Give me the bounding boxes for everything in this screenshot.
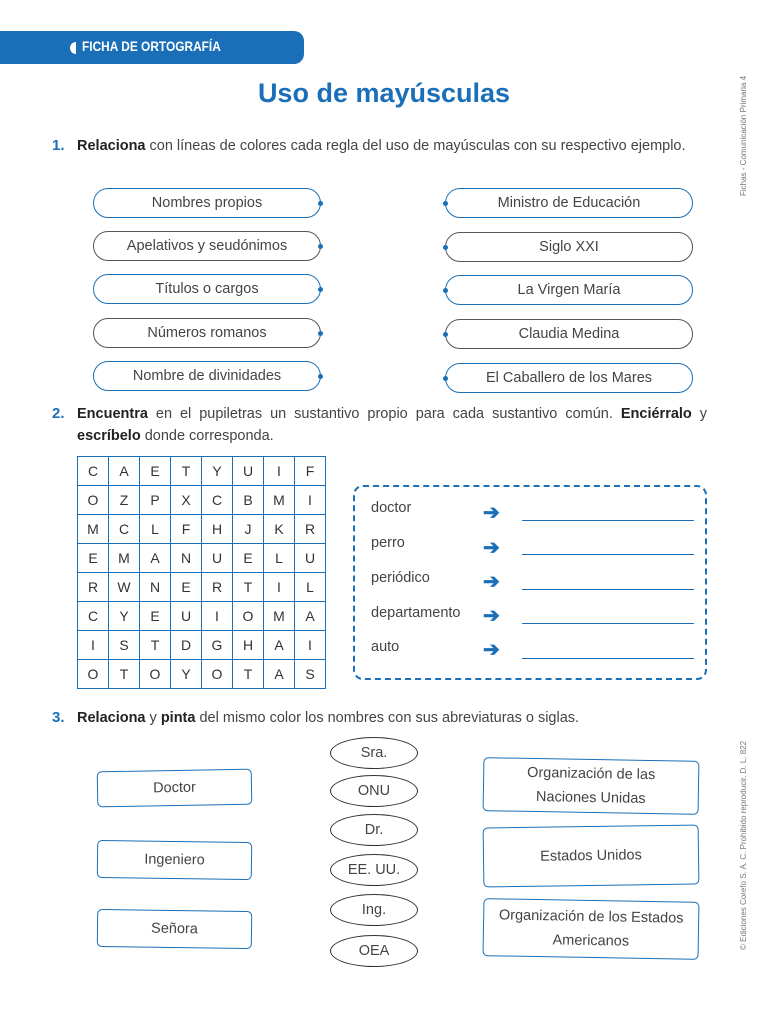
- grid-cell[interactable]: T: [109, 660, 140, 689]
- connector-dot-icon: [318, 287, 323, 292]
- grid-cell[interactable]: T: [171, 457, 202, 486]
- example-pill[interactable]: Siglo XXI: [445, 232, 693, 262]
- grid-cell[interactable]: Y: [171, 660, 202, 689]
- meaning-card[interactable]: Organización de las Naciones Unidas: [483, 757, 700, 815]
- exercise-3-number: 3.: [52, 709, 65, 726]
- exercise-2-text-1: en el pupiletras un sustantivo propio para cada sustantivo común.: [147, 406, 621, 422]
- grid-cell[interactable]: W: [109, 573, 140, 602]
- answer-line[interactable]: [522, 554, 694, 555]
- connector-dot-icon: [443, 332, 448, 337]
- abbreviation-oval[interactable]: EE. UU.: [330, 854, 418, 886]
- rule-pill[interactable]: Apelativos y seudónimos: [93, 231, 321, 261]
- example-pill[interactable]: El Caballero de los Mares: [445, 363, 693, 393]
- grid-cell[interactable]: O: [202, 660, 233, 689]
- grid-cell[interactable]: I: [202, 602, 233, 631]
- answer-line[interactable]: [522, 658, 694, 659]
- arrow-right-icon: ➔: [483, 605, 500, 627]
- answer-line[interactable]: [522, 520, 694, 521]
- name-card[interactable]: Ingeniero: [97, 840, 253, 880]
- exercise-2-instruction: [77, 403, 707, 447]
- grid-cell[interactable]: L: [264, 544, 295, 573]
- grid-cell[interactable]: O: [78, 660, 109, 689]
- connector-dot-icon: [318, 244, 323, 249]
- grid-cell[interactable]: M: [264, 486, 295, 515]
- meaning-card[interactable]: Organización de los Estados Americanos: [483, 898, 700, 960]
- exercise-3-text-2: del mismo color los nombres con sus abreviaturas o siglas.: [195, 710, 580, 726]
- grid-cell[interactable]: N: [140, 573, 171, 602]
- grid-cell[interactable]: A: [295, 602, 326, 631]
- exercise-1-verb: Relaciona: [77, 138, 146, 154]
- exercise-1-number: 1.: [52, 137, 65, 154]
- grid-row: [78, 602, 326, 631]
- grid-row: [78, 544, 326, 573]
- grid-cell[interactable]: X: [171, 486, 202, 515]
- grid-cell[interactable]: I: [264, 457, 295, 486]
- grid-row: [78, 515, 326, 544]
- grid-cell[interactable]: A: [264, 631, 295, 660]
- connector-dot-icon: [443, 201, 448, 206]
- grid-cell[interactable]: R: [295, 515, 326, 544]
- header-mark-icon: [70, 42, 76, 54]
- grid-row: [78, 573, 326, 602]
- abbreviation-oval[interactable]: Ing.: [330, 894, 418, 926]
- grid-cell[interactable]: I: [78, 631, 109, 660]
- grid-cell[interactable]: U: [295, 544, 326, 573]
- page-title: Uso de mayúsculas: [257, 78, 511, 108]
- exercise-2-number: 2.: [52, 405, 65, 422]
- grid-cell[interactable]: O: [140, 660, 171, 689]
- grid-cell[interactable]: Y: [109, 602, 140, 631]
- grid-cell[interactable]: U: [233, 457, 264, 486]
- abbreviation-oval[interactable]: OEA: [330, 935, 418, 967]
- grid-cell[interactable]: A: [140, 544, 171, 573]
- grid-cell[interactable]: H: [202, 515, 233, 544]
- grid-cell[interactable]: I: [295, 486, 326, 515]
- grid-cell[interactable]: M: [109, 544, 140, 573]
- connector-dot-icon: [318, 201, 323, 206]
- common-noun-label: departamento: [371, 605, 461, 621]
- grid-cell[interactable]: U: [171, 602, 202, 631]
- name-card[interactable]: Señora: [97, 909, 253, 949]
- exercise-1-text: con líneas de colores cada regla del uso de mayúsculas con su respectivo ejemplo.: [145, 138, 686, 154]
- exercise-2-text-2: y: [691, 406, 707, 422]
- connector-dot-icon: [318, 331, 323, 336]
- grid-row: [78, 486, 326, 515]
- example-pill[interactable]: La Virgen María: [445, 275, 693, 305]
- meaning-card[interactable]: Estados Unidos: [483, 824, 700, 887]
- connector-dot-icon: [443, 288, 448, 293]
- common-noun-label: periódico: [371, 570, 430, 586]
- grid-cell[interactable]: O: [233, 602, 264, 631]
- grid-cell[interactable]: F: [171, 515, 202, 544]
- side-caption-top: Fichas - Comunicación Primaria 4: [739, 75, 748, 196]
- header-tab: [0, 31, 304, 64]
- rule-pill[interactable]: Números romanos: [93, 318, 321, 348]
- grid-cell[interactable]: E: [140, 457, 171, 486]
- grid-cell[interactable]: I: [295, 631, 326, 660]
- grid-cell[interactable]: E: [78, 544, 109, 573]
- grid-cell[interactable]: T: [233, 573, 264, 602]
- exercise-2-text-3: donde corresponda.: [140, 428, 274, 444]
- grid-cell[interactable]: A: [264, 660, 295, 689]
- exercise-2-verb-3: escríbelo: [77, 428, 141, 444]
- example-pill[interactable]: Ministro de Educación: [445, 188, 693, 218]
- word-search-grid: [77, 456, 326, 689]
- grid-cell[interactable]: Y: [202, 457, 233, 486]
- connector-dot-icon: [443, 245, 448, 250]
- exercise-3-instruction: [77, 707, 707, 729]
- exercise-2-verb-1: Encuentra: [77, 406, 148, 422]
- connector-dot-icon: [443, 376, 448, 381]
- connector-dot-icon: [318, 374, 323, 379]
- rule-pill[interactable]: Nombres propios: [93, 188, 321, 218]
- name-card[interactable]: Doctor: [97, 769, 253, 808]
- abbreviation-oval[interactable]: Sra.: [330, 737, 418, 769]
- exercise-3-text-1: y: [145, 710, 161, 726]
- answer-box: [353, 485, 707, 680]
- grid-cell[interactable]: R: [202, 573, 233, 602]
- answer-line[interactable]: [522, 589, 694, 590]
- grid-cell[interactable]: S: [109, 631, 140, 660]
- grid-cell[interactable]: C: [109, 515, 140, 544]
- grid-cell[interactable]: P: [140, 486, 171, 515]
- grid-cell[interactable]: C: [78, 602, 109, 631]
- grid-cell[interactable]: D: [171, 631, 202, 660]
- arrow-right-icon: ➔: [483, 502, 500, 524]
- arrow-right-icon: ➔: [483, 537, 500, 559]
- grid-row: [78, 457, 326, 486]
- grid-cell[interactable]: E: [140, 602, 171, 631]
- grid-cell[interactable]: Z: [109, 486, 140, 515]
- exercise-3-verb-1: Relaciona: [77, 710, 146, 726]
- rule-pill[interactable]: Nombre de divinidades: [93, 361, 321, 391]
- grid-cell[interactable]: G: [202, 631, 233, 660]
- grid-row: [78, 631, 326, 660]
- common-noun-label: doctor: [371, 500, 412, 516]
- grid-cell[interactable]: F: [295, 457, 326, 486]
- grid-cell[interactable]: A: [109, 457, 140, 486]
- grid-cell[interactable]: U: [202, 544, 233, 573]
- abbreviation-oval[interactable]: ONU: [330, 775, 418, 807]
- arrow-right-icon: ➔: [483, 639, 500, 661]
- grid-cell[interactable]: E: [171, 573, 202, 602]
- grid-cell[interactable]: T: [233, 660, 264, 689]
- side-caption-bottom: © Ediciones Corefo S. A. C. Prohibido reproducir. D. L. 822: [739, 740, 748, 950]
- grid-cell[interactable]: S: [295, 660, 326, 689]
- grid-cell[interactable]: R: [78, 573, 109, 602]
- example-pill[interactable]: Claudia Medina: [445, 319, 693, 349]
- grid-cell[interactable]: C: [78, 457, 109, 486]
- grid-cell[interactable]: E: [233, 544, 264, 573]
- grid-cell[interactable]: T: [140, 631, 171, 660]
- answer-line[interactable]: [522, 623, 694, 624]
- exercise-2-verb-2: Enciérralo: [620, 406, 692, 422]
- grid-cell[interactable]: J: [233, 515, 264, 544]
- common-noun-label: auto: [371, 639, 400, 655]
- grid-cell[interactable]: I: [264, 573, 295, 602]
- grid-cell[interactable]: M: [264, 602, 295, 631]
- abbreviation-oval[interactable]: Dr.: [330, 814, 418, 846]
- exercise-3-verb-2: pinta: [160, 710, 196, 726]
- exercise-1-instruction: [77, 135, 707, 157]
- header-label: FICHA DE ORTOGRAFÍA: [82, 38, 221, 54]
- grid-cell[interactable]: N: [171, 544, 202, 573]
- grid-cell[interactable]: K: [264, 515, 295, 544]
- grid-cell[interactable]: L: [295, 573, 326, 602]
- rule-pill[interactable]: Títulos o cargos: [93, 274, 321, 304]
- arrow-right-icon: ➔: [483, 571, 500, 593]
- grid-row: [78, 660, 326, 689]
- grid-cell[interactable]: L: [140, 515, 171, 544]
- grid-cell[interactable]: O: [78, 486, 109, 515]
- grid-cell[interactable]: B: [233, 486, 264, 515]
- common-noun-label: perro: [371, 535, 405, 551]
- grid-cell[interactable]: H: [233, 631, 264, 660]
- grid-cell[interactable]: C: [202, 486, 233, 515]
- grid-cell[interactable]: M: [78, 515, 109, 544]
